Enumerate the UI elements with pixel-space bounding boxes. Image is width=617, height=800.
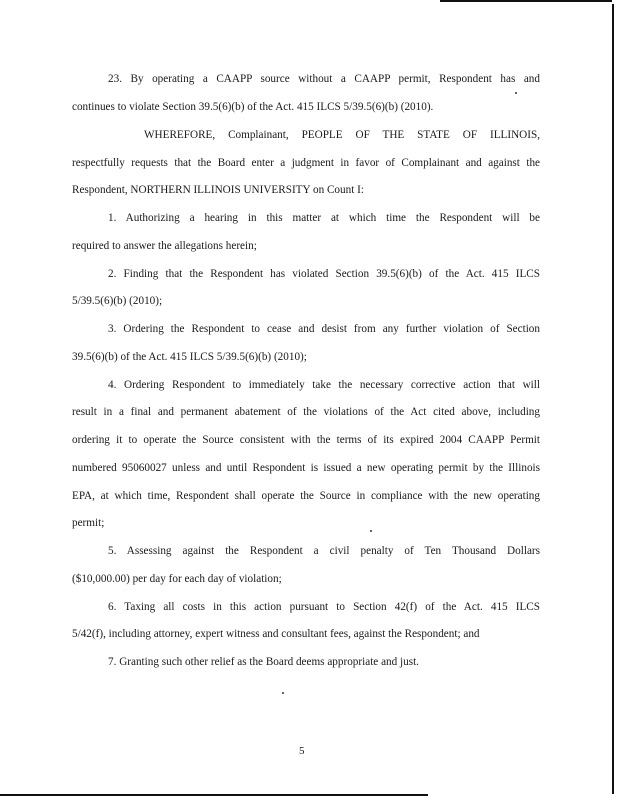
scan-speck	[370, 530, 372, 532]
scan-border-bottom	[0, 794, 428, 796]
scan-speck	[282, 692, 284, 694]
scan-border-top	[440, 0, 612, 2]
item-4-line-5: EPA, at which time, Respondent shall operate the Source in compliance with the new operating	[72, 490, 540, 502]
item-1-line-2: required to answer the allegations herein;	[72, 240, 257, 252]
wherefore-line-3: Respondent, NORTHERN ILLINOIS UNIVERSITY on Count I:	[72, 184, 364, 196]
scan-border-right	[612, 4, 614, 794]
item-4-line-2: result in a final and permanent abatement of the violations of the Act cited above, including	[72, 406, 540, 418]
wherefore-line-2: respectfully requests that the Board enter a judgment in favor of Complainant and against the	[72, 157, 540, 169]
item-3-line-2: 39.5(6)(b) of the Act. 415 ILCS 5/39.5(6)(b) (2010);	[72, 351, 307, 363]
item-3-line-1: 3. Ordering the Respondent to cease and desist from any further violation of Section	[108, 323, 540, 335]
item-6-line-1: 6. Taxing all costs in this action pursuant to Section 42(f) of the Act. 415 ILCS	[108, 601, 540, 613]
scan-speck	[515, 92, 517, 94]
item-2-line-2: 5/39.5(6)(b) (2010);	[72, 295, 163, 307]
paragraph-23-line-2: continues to violate Section 39.5(6)(b) of the Act. 415 ILCS 5/39.5(6)(b) (2010).	[72, 101, 434, 113]
item-2-line-1: 2. Finding that the Respondent has violated Section 39.5(6)(b) of the Act. 415 ILCS	[108, 268, 540, 280]
item-6-line-2: 5/42(f), including attorney, expert witness and consultant fees, against the Respondent; and	[72, 628, 480, 640]
item-5-line-1: 5. Assessing against the Respondent a civil penalty of Ten Thousand Dollars	[108, 545, 540, 557]
paragraph-23-line-1: 23. By operating a CAAPP source without a CAAPP permit, Respondent has and	[108, 73, 540, 85]
item-5-line-2: ($10,000.00) per day for each day of violation;	[72, 573, 282, 585]
item-4-line-4: numbered 95060027 unless and until Respondent is issued a new operating permit by the Illinois	[72, 462, 540, 474]
item-4-line-1: 4. Ordering Respondent to immediately take the necessary corrective action that will	[108, 379, 540, 391]
item-7-line-1: 7. Granting such other relief as the Board deems appropriate and just.	[108, 656, 419, 668]
page-number: 5	[299, 745, 305, 757]
item-4-line-6: permit;	[72, 517, 105, 529]
wherefore-line-1: WHEREFORE, Complainant, PEOPLE OF THE STATE OF ILLINOIS,	[144, 129, 540, 141]
item-1-line-1: 1. Authorizing a hearing in this matter at which time the Respondent will be	[108, 212, 540, 224]
item-4-line-3: ordering it to operate the Source consistent with the terms of its expired 2004 CAAPP Permit	[72, 434, 540, 446]
